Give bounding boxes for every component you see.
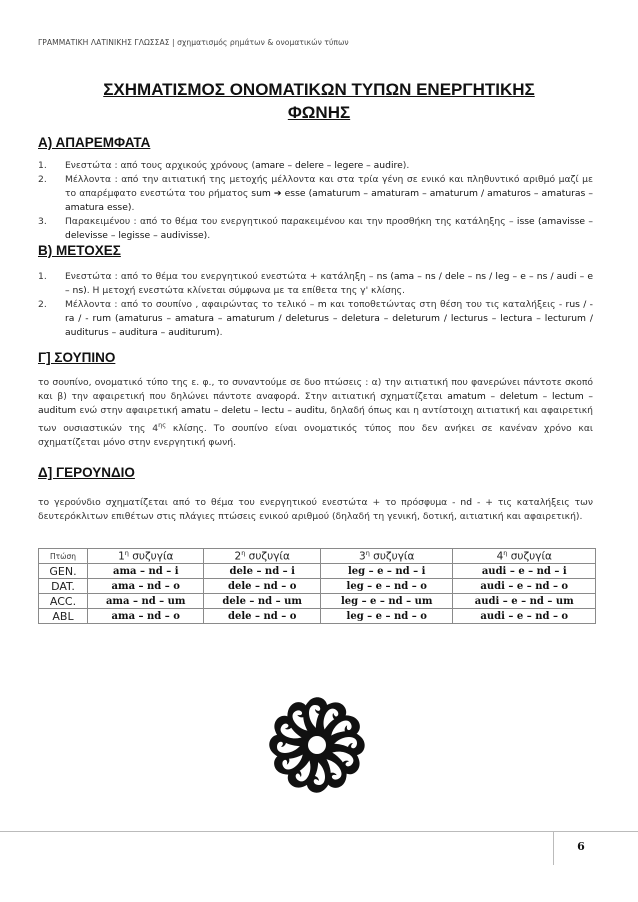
latin-forms: amatu – deletu – lectu – auditu [180, 405, 325, 416]
list-item-tail: . Η μετοχή ενεστώτα κλίνεται σύμφωνα με τα επίθετα της γ' κλίσης. [86, 285, 405, 296]
list-item-tail: . [207, 230, 211, 241]
table-header-cell: $2^\eta$ συζυγία [204, 549, 320, 564]
table-header-cell: $4^\eta$ συζυγία [453, 549, 596, 564]
table-row [39, 594, 596, 609]
list-item [38, 173, 593, 215]
table-cell: leg – e – nd – um [320, 594, 453, 609]
list-item [38, 159, 593, 173]
section-c-paragraph [38, 376, 593, 450]
table-header-row [39, 549, 596, 564]
table-header-cell: $3^\eta$ συζυγία [320, 549, 453, 564]
latin-forms: m [317, 299, 327, 310]
table-cell-case: GEN. [39, 564, 88, 579]
section-a-list [38, 159, 593, 243]
latin-forms: isse (amavisse – delevisse – legisse – audivisse) [65, 216, 593, 241]
swirl-rosette-ornament-icon [262, 690, 372, 800]
latin-forms: amatum – deletum – lectum – auditum [38, 391, 593, 416]
table-cell: audi – e – nd – um [453, 594, 596, 609]
table-cell: leg – e – nd – o [320, 579, 453, 594]
list-item [38, 270, 593, 298]
table-cell: dele – nd – i [204, 564, 320, 579]
list-item [38, 215, 593, 243]
latin-forms: rus / - ra / - rum (amaturus – amatura – amaturum / deleturus – deletura – deleturum / lecturus – lectura – lecturum / auditurus – auditura – auditurum) [65, 299, 594, 338]
table-header-cell: Πτώση [39, 549, 88, 564]
list-item-tail: . [131, 202, 135, 213]
list-item-number: 1. [38, 271, 47, 282]
table-cell: audi – e – nd – o [453, 579, 596, 594]
running-header: ΓΡΑΜΜΑΤΙΚΗ ΛΑΤΙΝΙΚΗΣ ΓΛΩΣΣΑΣ | σχηματισμός ρημάτων & ονοματικών τύπων [38, 38, 349, 47]
section-c-heading: Γ] ΣΟΥΠΙΝΟ [38, 350, 116, 365]
section-d-paragraph [38, 496, 593, 524]
paragraph-text: - + τις καταλήξεις των δευτερόκλιτων επιθέτων στις πλάγιες πτώσεις ενικού αριθμού (δηλαδή τη γενική, δοτική, αιτιατική και αφαιρετική). [38, 497, 593, 522]
list-item [38, 298, 593, 340]
table-cell-case: ABL [39, 609, 88, 624]
list-item-tail: . [219, 327, 223, 338]
list-item-text: Παρακειμένου : από το θέμα του ενεργητικού παρακειμένου και την προσθήκη της κατάληξης – [65, 216, 517, 227]
page-title-line-1: ΣΧΗΜΑΤΙΣΜΟΣ ΟΝΟΜΑΤΙΚΩΝ ΤΥΠΩΝ ΕΝΕΡΓΗΤΙΚΗΣ [103, 80, 535, 99]
table-row [39, 609, 596, 624]
page-title [38, 78, 600, 124]
section-b-list [38, 270, 593, 340]
list-item-number: 2. [38, 299, 47, 310]
page-title-line-2: ΦΩΝΗΣ [287, 103, 351, 122]
table-cell: leg – e – nd – o [320, 609, 453, 624]
list-item-number: 2. [38, 174, 47, 185]
list-item-text: Μέλλοντα : από το σουπίνο , αφαιρώντας το τελικό – [65, 299, 318, 310]
table-row [39, 564, 596, 579]
footer-divider [0, 831, 638, 832]
list-item-text: Ενεστώτα : από τους αρχικούς χρόνους ( [65, 160, 256, 171]
table-cell: ama – nd – o [88, 609, 204, 624]
latin-forms: nd [460, 497, 473, 508]
table-cell: dele – nd – um [204, 594, 320, 609]
table-cell: ama – nd – i [88, 564, 204, 579]
superscript: ης [158, 421, 167, 429]
table-cell: audi – e – nd – i [453, 564, 596, 579]
table-cell-case: ACC. [39, 594, 88, 609]
latin-forms: amare – delere – legere – audire [255, 160, 403, 171]
section-d-heading: Δ] ΓΕΡΟΥΝΔΙΟ [38, 465, 135, 480]
table-cell: dele – nd – o [204, 579, 320, 594]
latin-forms: sum ➔ esse (amaturum – amaturam – amaturum / amaturos – amaturas – amatura esse) [65, 188, 593, 213]
list-item-text: Ενεστώτα : από το θέμα του ενεργητικού ενεστώτα + κατάληξη – [65, 271, 377, 282]
footer-divider-vertical [553, 831, 554, 865]
table-cell: audi – e – nd – o [453, 609, 596, 624]
table-cell: dele – nd – o [204, 609, 320, 624]
paragraph-text: , δηλαδή όπως και η αντίστοιχη αιτιατική και αφαιρετική των ουσιαστικών της 4 [38, 405, 593, 435]
section-a-heading: Α) ΑΠΑΡΕΜΦΑΤΑ [38, 135, 151, 150]
list-item-tail: και τοποθετώντας στη θέση του τις καταλήξεις - [326, 299, 566, 310]
paragraph-text: ενώ στην αφαιρετική [76, 405, 181, 416]
table-cell: leg – e – nd – i [320, 564, 453, 579]
paragraph-text: το γερούνδιο σχηματίζεται από το θέμα του ενεργητικού ενεστώτα + το πρόσφυμα - [38, 497, 461, 508]
table-cell-case: DAT. [39, 579, 88, 594]
list-item-number: 3. [38, 216, 47, 227]
ornament-center [308, 736, 326, 754]
table-cell: ama – nd – o [88, 579, 204, 594]
list-item-text: Μέλλοντα : από την αιτιατική της μετοχής μέλλοντα και στα τρία γένη σε ενικό και πληθυντικό αριθμό μαζί με το απαρέμφατο ενεστώτα του ρήματος [65, 174, 593, 199]
paragraph-text: το σουπίνο, ονοματικό τύπο της ε. φ., το συναντούμε σε δυο πτώσεις : α) την αιτιατική που φανερώνει πάντοτε σκοπό και β) την αφαιρετική που δηλώνει πάντοτε αναφορά. Στην αιτιατική σχηματίζεται [38, 377, 593, 402]
page-number: 6 [577, 840, 585, 853]
list-item-tail: ). [402, 160, 410, 171]
gerund-table [38, 548, 596, 624]
table-header-cell: $1^\eta$ συζυγία [88, 549, 204, 564]
table-cell: ama – nd – um [88, 594, 204, 609]
list-item-number: 1. [38, 160, 47, 171]
section-b-heading: Β) ΜΕΤΟΧΕΣ [38, 243, 121, 258]
paragraph-text: κλίσης. Το σουπίνο είναι ονοματικός τύπος που δεν ανήκει σε κανέναν χρόνο και σχηματίζεται μόνο στην ενεργητική φωνή. [38, 423, 594, 449]
table-row [39, 579, 596, 594]
latin-forms: ns (ama – ns / dele – ns / leg – e – ns / audi – e – ns) [65, 271, 593, 296]
